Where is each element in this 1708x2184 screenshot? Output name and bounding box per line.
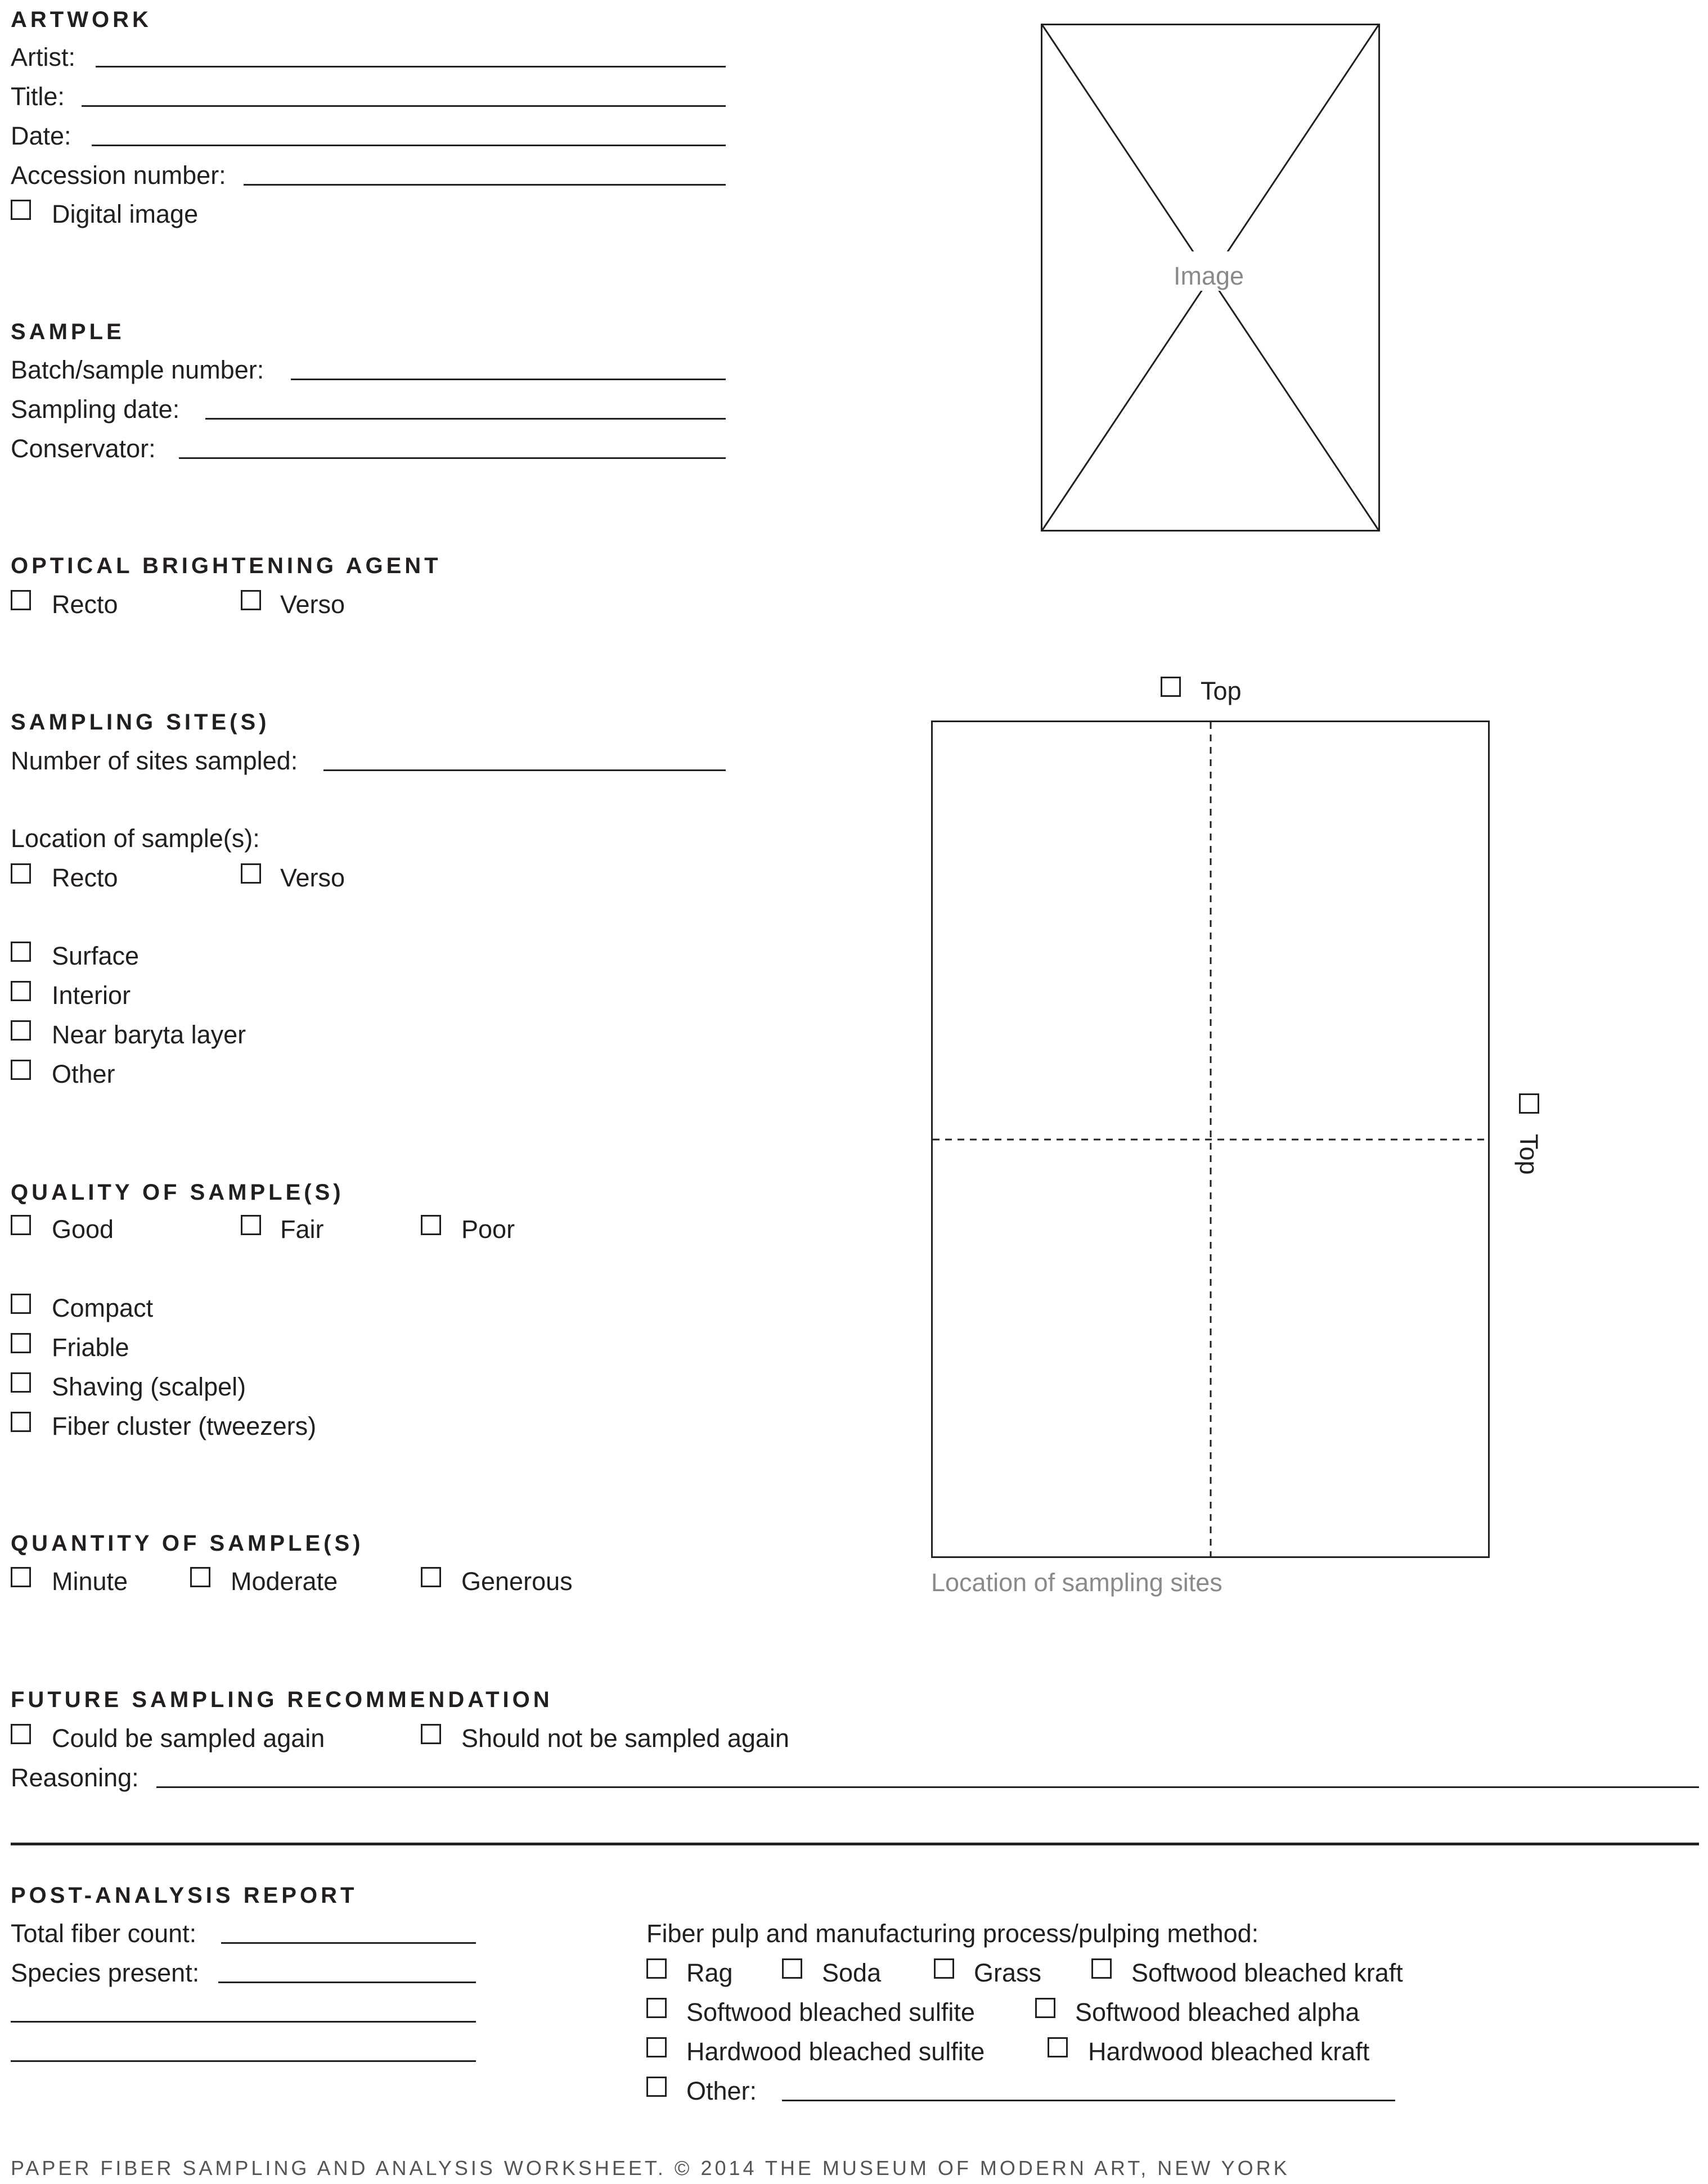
softwood-kraft-checkbox[interactable] (1091, 1958, 1112, 1979)
compact-checkbox[interactable] (11, 1294, 31, 1314)
location-verso-label: Verso (280, 863, 345, 892)
reasoning-field[interactable] (156, 1786, 1699, 1788)
pulp-other-field[interactable] (782, 2100, 1395, 2101)
title-field[interactable] (82, 105, 726, 107)
image-placeholder-label: Image (1174, 262, 1244, 290)
species-field-2[interactable] (11, 2021, 476, 2023)
near-baryta-label: Near baryta layer (52, 1020, 246, 1049)
species-label: Species present: (11, 1958, 200, 1987)
shaving-label: Shaving (scalpel) (52, 1372, 246, 1401)
poor-label: Poor (461, 1215, 515, 1244)
title-label: Title: (11, 82, 65, 111)
minute-label: Minute (52, 1567, 128, 1596)
minute-checkbox[interactable] (11, 1567, 31, 1587)
should-not-sample-checkbox[interactable] (421, 1724, 441, 1744)
footer-copyright: PAPER FIBER SAMPLING AND ANALYSIS WORKSHEET. © 2014 THE MUSEUM OF MODERN ART, NEW YORK (11, 2156, 1290, 2180)
digital-image-label: Digital image (52, 200, 199, 228)
interior-checkbox[interactable] (11, 981, 31, 1001)
batch-label: Batch/sample number: (11, 355, 264, 384)
section-divider (11, 1843, 1699, 1845)
accession-field[interactable] (244, 184, 726, 186)
hardwood-kraft-checkbox[interactable] (1048, 2037, 1068, 2057)
reasoning-label: Reasoning: (11, 1763, 139, 1792)
poor-checkbox[interactable] (421, 1215, 441, 1235)
pulp-label: Fiber pulp and manufacturing process/pulping method: (646, 1919, 1259, 1948)
softwood-alpha-checkbox[interactable] (1035, 1998, 1055, 2018)
moderate-label: Moderate (231, 1567, 338, 1596)
species-field-3[interactable] (11, 2060, 476, 2062)
date-label: Date: (11, 121, 71, 150)
fiber-cluster-label: Fiber cluster (tweezers) (52, 1412, 317, 1440)
fiber-cluster-checkbox[interactable] (11, 1412, 31, 1432)
rag-label: Rag (686, 1958, 733, 1987)
shaving-checkbox[interactable] (11, 1372, 31, 1393)
artist-field[interactable] (96, 66, 726, 67)
location-recto-label: Recto (52, 863, 118, 892)
moderate-checkbox[interactable] (190, 1567, 210, 1587)
location-recto-checkbox[interactable] (11, 863, 31, 884)
friable-label: Friable (52, 1333, 129, 1362)
pulp-other-checkbox[interactable] (646, 2077, 667, 2097)
report-header: POST-ANALYSIS REPORT (11, 1883, 358, 1908)
total-fiber-label: Total fiber count: (11, 1919, 197, 1948)
softwood-alpha-label: Softwood bleached alpha (1075, 1998, 1360, 2027)
good-checkbox[interactable] (11, 1215, 31, 1235)
diagram-caption: Location of sampling sites (931, 1568, 1222, 1597)
sites-header: SAMPLING SITE(S) (11, 710, 270, 735)
soda-label: Soda (822, 1958, 882, 1987)
diagram-side-top-label: Top (1514, 1134, 1543, 1175)
total-fiber-field[interactable] (221, 1942, 476, 1944)
oba-recto-checkbox[interactable] (11, 590, 31, 610)
sites-number-label: Number of sites sampled: (11, 746, 298, 775)
sampling-date-field[interactable] (205, 418, 726, 420)
digital-image-checkbox[interactable] (11, 200, 31, 220)
diagram-side-top-checkbox[interactable] (1519, 1093, 1539, 1114)
quantity-header: QUANTITY OF SAMPLE(S) (11, 1531, 364, 1556)
diagram-top-label: Top (1201, 677, 1242, 705)
oba-recto-label: Recto (52, 590, 118, 619)
grass-checkbox[interactable] (934, 1958, 954, 1979)
friable-checkbox[interactable] (11, 1333, 31, 1353)
generous-checkbox[interactable] (421, 1567, 441, 1587)
oba-header: OPTICAL BRIGHTENING AGENT (11, 553, 442, 578)
fair-label: Fair (280, 1215, 324, 1244)
softwood-sulfite-checkbox[interactable] (646, 1998, 667, 2018)
hardwood-kraft-label: Hardwood bleached kraft (1088, 2037, 1370, 2066)
soda-checkbox[interactable] (782, 1958, 802, 1979)
could-sample-label: Could be sampled again (52, 1724, 325, 1753)
sites-number-field[interactable] (323, 769, 726, 771)
location-label: Location of sample(s): (11, 824, 260, 853)
should-not-sample-label: Should not be sampled again (461, 1724, 789, 1753)
conservator-field[interactable] (179, 457, 726, 459)
interior-label: Interior (52, 981, 131, 1010)
location-other-checkbox[interactable] (11, 1060, 31, 1080)
hardwood-sulfite-checkbox[interactable] (646, 2037, 667, 2057)
softwood-kraft-label: Softwood bleached kraft (1131, 1958, 1403, 1987)
sampling-site-diagram[interactable] (931, 721, 1491, 1559)
could-sample-checkbox[interactable] (11, 1724, 31, 1744)
compact-label: Compact (52, 1294, 154, 1322)
softwood-sulfite-label: Softwood bleached sulfite (686, 1998, 975, 2027)
surface-checkbox[interactable] (11, 942, 31, 962)
oba-verso-label: Verso (280, 590, 345, 619)
conservator-label: Conservator: (11, 434, 156, 463)
fair-checkbox[interactable] (241, 1215, 261, 1235)
oba-verso-checkbox[interactable] (241, 590, 261, 610)
rag-checkbox[interactable] (646, 1958, 667, 1979)
pulp-other-label: Other: (686, 2077, 757, 2105)
diagram-top-checkbox[interactable] (1161, 677, 1181, 697)
artwork-header: ARTWORK (11, 7, 152, 32)
quality-header: QUALITY OF SAMPLE(S) (11, 1180, 344, 1205)
grass-label: Grass (974, 1958, 1042, 1987)
sample-header: SAMPLE (11, 319, 125, 344)
batch-field[interactable] (291, 379, 726, 380)
location-verso-checkbox[interactable] (241, 863, 261, 884)
accession-label: Accession number: (11, 161, 226, 190)
date-field[interactable] (92, 145, 726, 146)
artist-label: Artist: (11, 43, 76, 71)
near-baryta-checkbox[interactable] (11, 1020, 31, 1041)
good-label: Good (52, 1215, 114, 1244)
generous-label: Generous (461, 1567, 573, 1596)
location-other-label: Other (52, 1060, 115, 1088)
sampling-date-label: Sampling date: (11, 395, 180, 424)
future-header: FUTURE SAMPLING RECOMMENDATION (11, 1687, 553, 1712)
species-field-1[interactable] (218, 1982, 476, 1983)
surface-label: Surface (52, 942, 140, 970)
hardwood-sulfite-label: Hardwood bleached sulfite (686, 2037, 985, 2066)
